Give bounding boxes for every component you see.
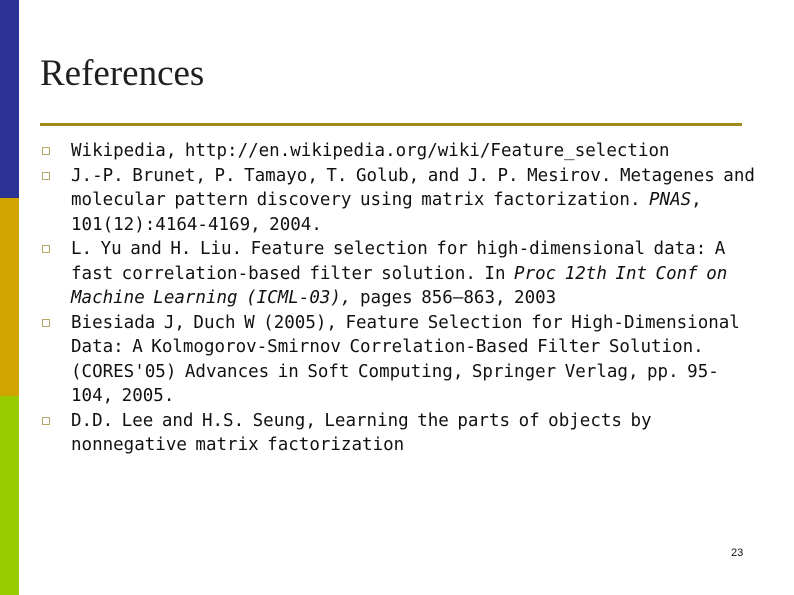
reference-item <box>40 311 760 409</box>
square-bullet-icon <box>42 319 50 327</box>
square-bullet-icon <box>42 147 50 155</box>
reference-text-part: , 101(12):4164-4169, 2004. <box>71 190 702 235</box>
reference-item <box>40 409 760 458</box>
slide-title: References <box>40 53 205 94</box>
sidebar-band-bottom <box>0 396 19 595</box>
square-bullet-icon <box>42 245 50 253</box>
journal-name: PNAS <box>649 190 692 210</box>
reference-item <box>40 139 760 164</box>
title-underline <box>40 123 742 126</box>
page-number: 23 <box>731 547 744 559</box>
reference-text-part: Biesiada J, Duch W (2005), Feature Selection for High-Dimensional Data: A Kolmogorov-Smirnov Correlation-Based Filter Solution. (CORES'05) Advances in Soft Computing, Springer Verlag, pp. 95-104, 2005. <box>71 312 740 406</box>
sidebar-band-middle <box>0 198 19 396</box>
reference-item <box>40 237 760 311</box>
square-bullet-icon <box>42 172 50 180</box>
sidebar-band-top <box>0 0 19 198</box>
reference-text-part: J.-P. Brunet, P. Tamayo, T. Golub, and J. P. Mesirov. Metagenes and molecular pattern discovery using matrix factorization. <box>71 165 755 210</box>
reference-text <box>71 164 760 238</box>
reference-text <box>71 139 760 164</box>
reference-text-part: Wikipedia, http://en.wikipedia.org/wiki/Feature_selection <box>71 141 670 161</box>
conference-name: Proc 12th Int Conf on Machine Learning (ICML-03), <box>71 263 728 308</box>
reference-list <box>40 139 760 458</box>
reference-text <box>71 237 760 311</box>
reference-text-part: pages 856–863, 2003 <box>351 288 557 308</box>
square-bullet-icon <box>42 417 50 425</box>
reference-text <box>71 311 760 409</box>
reference-item <box>40 164 760 238</box>
reference-text-part: D.D. Lee and H.S. Seung, Learning the parts of objects by nonnegative matrix factorization <box>71 410 652 455</box>
reference-text <box>71 409 760 458</box>
reference-text-part: L. Yu and H. Liu. Feature selection for high-dimensional data: A fast correlation-based filter solution. In <box>71 239 726 284</box>
decorative-sidebar <box>0 0 19 595</box>
